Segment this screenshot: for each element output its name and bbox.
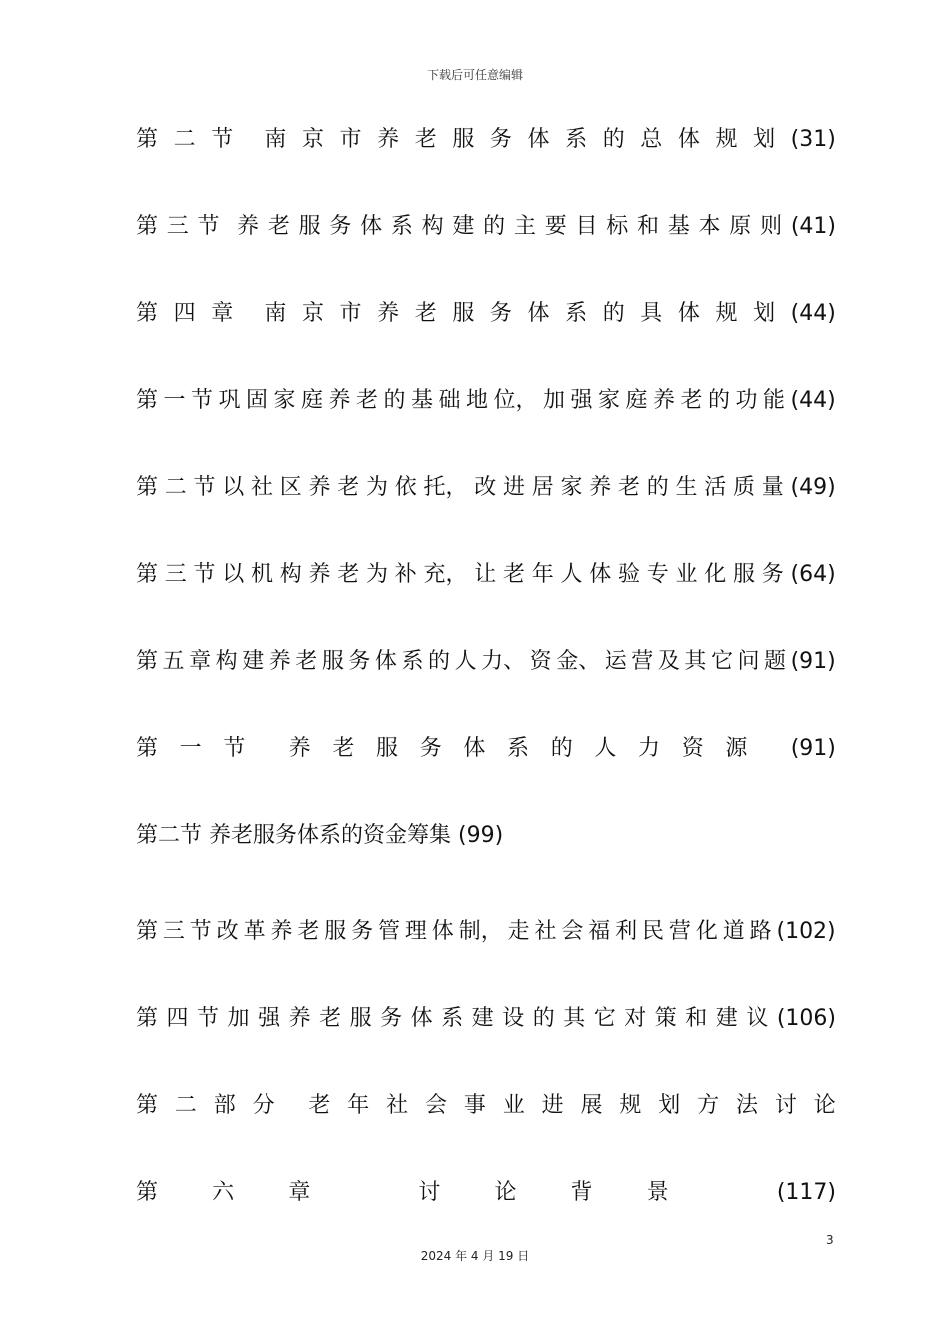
- toc-char: 老: [319, 1006, 342, 1031]
- toc-char: 服: [452, 301, 475, 326]
- toc-char: 本: [698, 214, 721, 239]
- toc-char: 会: [424, 1093, 447, 1118]
- toc-char: 老: [267, 214, 290, 239]
- toc-char: 的: [428, 649, 451, 674]
- toc-char: 体: [463, 736, 486, 761]
- toc-char: (44): [790, 388, 836, 413]
- toc-char: 则: [760, 214, 783, 239]
- toc-char: 第: [136, 388, 159, 413]
- toc-char: 托，: [423, 475, 468, 500]
- toc-char: (31): [790, 127, 836, 152]
- toc-char: 部: [213, 1093, 236, 1118]
- toc-char: 走: [507, 919, 530, 944]
- toc-char: 规: [619, 1093, 642, 1118]
- toc-char: (106): [776, 1006, 836, 1031]
- toc-char: 节: [193, 562, 216, 587]
- toc-char: 运: [604, 649, 627, 674]
- toc-char: 南: [264, 301, 287, 326]
- toc-char: 原: [729, 214, 752, 239]
- toc-char: 三: [164, 562, 187, 587]
- toc-char: 的: [550, 736, 573, 761]
- toc-char: 务: [761, 562, 784, 587]
- toc-char: 人: [560, 562, 583, 587]
- toc-char: 务: [348, 649, 371, 674]
- toc-entry: [136, 642, 836, 682]
- toc-char: 老: [308, 1093, 331, 1118]
- toc-char: 务: [489, 301, 512, 326]
- toc-char: 它: [593, 1006, 616, 1031]
- toc-char: 机: [251, 562, 274, 587]
- toc-char: 居: [531, 475, 554, 500]
- toc-entry: [136, 729, 836, 769]
- toc-char: 体: [374, 649, 397, 674]
- toc-char: 为: [366, 475, 389, 500]
- toc-char: (91): [790, 736, 836, 761]
- toc-char: 体: [527, 301, 550, 326]
- toc-char: 的: [708, 388, 731, 413]
- toc-char: 革: [243, 919, 266, 944]
- toc-char: 化: [695, 919, 718, 944]
- page-header: 下载后可任意编辑: [426, 68, 523, 82]
- toc-char: 它: [710, 649, 733, 674]
- toc-char: 论: [494, 1180, 517, 1205]
- toc-char: 地: [466, 388, 489, 413]
- toc-entry: [136, 999, 836, 1039]
- toc-char: 人: [454, 649, 477, 674]
- toc-char: 庭: [625, 388, 648, 413]
- toc-char: 节: [197, 214, 220, 239]
- toc-char: 源: [725, 736, 748, 761]
- toc-char: 务: [329, 214, 352, 239]
- toc-char: 的: [602, 127, 625, 152]
- toc-char: 业: [502, 1093, 525, 1118]
- toc-char: 展: [580, 1093, 603, 1118]
- toc-char: 具: [640, 301, 663, 326]
- toc-char: 四: [166, 1006, 189, 1031]
- page-number: 3: [826, 1233, 834, 1247]
- toc-entry: [136, 207, 836, 247]
- toc-char: (44): [790, 301, 836, 326]
- toc-char: 划: [658, 1093, 681, 1118]
- toc-char: 规: [715, 301, 738, 326]
- toc-char: 服: [376, 736, 399, 761]
- toc-char: 老: [414, 301, 437, 326]
- toc-char: 业: [675, 562, 698, 587]
- toc-char: 其: [684, 649, 707, 674]
- toc-char: 系: [441, 1006, 464, 1031]
- toc-char: 南: [264, 127, 287, 152]
- toc-char: 庭: [301, 388, 324, 413]
- toc-char: 以: [222, 475, 245, 500]
- toc-char: 服: [733, 562, 756, 587]
- toc-char: 主: [513, 214, 536, 239]
- toc-char: 第: [136, 562, 159, 587]
- toc-char: 老: [295, 649, 318, 674]
- toc-char: 体: [431, 919, 454, 944]
- toc-char: 体: [527, 127, 550, 152]
- toc-char: 系: [390, 214, 413, 239]
- toc-char: (117): [776, 1180, 836, 1205]
- toc-text: 第二节 养老服务体系的资金筹集 (99): [136, 823, 504, 848]
- toc-char: 一: [163, 388, 186, 413]
- toc-char: 其: [563, 1006, 586, 1031]
- toc-char: 社: [386, 1093, 409, 1118]
- toc-char: 讨: [418, 1180, 441, 1205]
- toc-char: 家: [598, 388, 621, 413]
- toc-char: 充，: [423, 562, 468, 587]
- toc-char: 理: [404, 919, 427, 944]
- toc-char: 体: [589, 562, 612, 587]
- toc-char: 功: [735, 388, 758, 413]
- toc-char: 务: [419, 736, 442, 761]
- toc-char: 市: [339, 301, 362, 326]
- toc-char: 质: [733, 475, 756, 500]
- toc-char: 六: [212, 1180, 235, 1205]
- toc-char: 体: [677, 301, 700, 326]
- toc-char: 系: [565, 127, 588, 152]
- toc-char: 福: [588, 919, 611, 944]
- toc-char: 资: [681, 736, 704, 761]
- toc-char: 固: [246, 388, 269, 413]
- toc-char: 京: [301, 301, 324, 326]
- toc-char: 老: [414, 127, 437, 152]
- toc-char: 养: [268, 649, 291, 674]
- toc-char: 老: [332, 736, 355, 761]
- toc-char: 为: [366, 562, 389, 587]
- toc-char: 及: [657, 649, 680, 674]
- toc-char: 区: [279, 475, 302, 500]
- toc-entry: [136, 468, 836, 508]
- toc-char: 强: [258, 1006, 281, 1031]
- toc-char: 的: [532, 1006, 555, 1031]
- toc-char: 三: [162, 919, 185, 944]
- toc-char: 节: [191, 388, 214, 413]
- toc-char: 养: [377, 127, 400, 152]
- toc-char: 养: [308, 562, 331, 587]
- toc-char: 老: [337, 562, 360, 587]
- toc-char: 家: [560, 475, 583, 500]
- toc-entry: [136, 294, 836, 334]
- toc-char: 服: [298, 214, 321, 239]
- toc-char: (41): [790, 214, 836, 239]
- toc-char: 家: [273, 388, 296, 413]
- toc-entry: [136, 816, 836, 856]
- toc-char: 问: [737, 649, 760, 674]
- toc-char: 二: [164, 475, 187, 500]
- toc-char: 营: [668, 919, 691, 944]
- toc-char: 建: [452, 214, 475, 239]
- toc-char: 力: [638, 736, 661, 761]
- toc-entry: [136, 555, 836, 595]
- toc-char: 三: [166, 214, 189, 239]
- toc-char: 服: [452, 127, 475, 152]
- toc-char: 会: [561, 919, 584, 944]
- toc-char: 改: [216, 919, 239, 944]
- toc-entry: [136, 1086, 836, 1126]
- toc-entry: [136, 1173, 836, 1213]
- toc-char: 金、: [556, 649, 601, 674]
- toc-char: 策: [654, 1006, 677, 1031]
- toc-char: 二: [173, 127, 196, 152]
- toc-char: 位，: [493, 388, 538, 413]
- toc-char: 对: [624, 1006, 647, 1031]
- toc-char: 一: [179, 736, 202, 761]
- toc-char: 节: [211, 127, 234, 152]
- toc-char: 生: [675, 475, 698, 500]
- toc-char: 改: [474, 475, 497, 500]
- toc-char: 进: [503, 475, 526, 500]
- toc-char: 巩: [218, 388, 241, 413]
- toc-char: 构: [421, 214, 444, 239]
- toc-char: 以: [222, 562, 245, 587]
- toc-char: 老: [503, 562, 526, 587]
- toc-char: 础: [438, 388, 461, 413]
- toc-char: (102): [776, 919, 836, 944]
- toc-char: (64): [790, 562, 836, 587]
- toc-char: 能: [763, 388, 786, 413]
- toc-char: 建: [471, 1006, 494, 1031]
- toc-char: 第: [136, 919, 159, 944]
- toc-char: 第: [136, 649, 159, 674]
- toc-char: 民: [642, 919, 665, 944]
- toc-char: 体: [360, 214, 383, 239]
- toc-char: 设: [502, 1006, 525, 1031]
- toc-char: 养: [377, 301, 400, 326]
- toc-char: 五: [162, 649, 185, 674]
- toc-char: 养: [328, 388, 351, 413]
- toc-char: 路: [749, 919, 772, 944]
- toc-entry: [136, 120, 836, 160]
- toc-char: 的: [383, 388, 406, 413]
- toc-char: 和: [637, 214, 660, 239]
- page-footer-date: 2024 年 4 月 19 日: [420, 1249, 530, 1263]
- toc-char: 补: [394, 562, 417, 587]
- toc-char: 事: [463, 1093, 486, 1118]
- toc-char: 第: [136, 301, 159, 326]
- toc-char: 要: [544, 214, 567, 239]
- toc-char: 第: [136, 214, 159, 239]
- toc-char: 体: [677, 127, 700, 152]
- toc-char: 养: [237, 214, 260, 239]
- toc-char: 节: [223, 736, 246, 761]
- toc-char: 章: [211, 301, 234, 326]
- toc-char: 养: [589, 475, 612, 500]
- toc-entry: [136, 912, 836, 952]
- toc-char: 老: [680, 388, 703, 413]
- toc-char: 养: [270, 919, 293, 944]
- toc-char: 章: [189, 649, 212, 674]
- toc-char: 进: [541, 1093, 564, 1118]
- toc-char: 服: [321, 649, 344, 674]
- toc-char: 服: [324, 919, 347, 944]
- toc-char: (49): [790, 475, 836, 500]
- toc-char: 构: [279, 562, 302, 587]
- toc-char: 强: [570, 388, 593, 413]
- toc-char: 验: [618, 562, 641, 587]
- toc-char: 养: [288, 1006, 311, 1031]
- toc-char: 加: [227, 1006, 250, 1031]
- toc-char: 化: [704, 562, 727, 587]
- toc-char: 养: [308, 475, 331, 500]
- toc-char: 量: [761, 475, 784, 500]
- toc-char: 建: [715, 1006, 738, 1031]
- toc-char: 第: [136, 1093, 159, 1118]
- toc-char: 让: [474, 562, 497, 587]
- toc-char: 的: [646, 475, 669, 500]
- toc-entry: [136, 381, 836, 421]
- toc-char: 的: [602, 301, 625, 326]
- toc-char: 划: [753, 301, 776, 326]
- toc-char: 养: [653, 388, 676, 413]
- toc-char: 议: [746, 1006, 769, 1031]
- toc-char: 建: [242, 649, 265, 674]
- toc-char: 管: [378, 919, 401, 944]
- toc-char: 老: [356, 388, 379, 413]
- toc-char: 系: [565, 301, 588, 326]
- toc-char: 章: [288, 1180, 311, 1205]
- toc-char: 京: [301, 127, 324, 152]
- toc-char: 节: [193, 475, 216, 500]
- toc-char: 老: [337, 475, 360, 500]
- toc-char: 第: [136, 736, 159, 761]
- toc-char: 题: [764, 649, 787, 674]
- toc-char: 老: [618, 475, 641, 500]
- toc-char: 分: [252, 1093, 275, 1118]
- toc-char: 的: [483, 214, 506, 239]
- toc-char: 节: [189, 919, 212, 944]
- toc-char: 背: [570, 1180, 593, 1205]
- toc-char: 第: [136, 475, 159, 500]
- toc-char: 论: [813, 1093, 836, 1118]
- toc-char: 系: [401, 649, 424, 674]
- toc-char: 资: [529, 649, 552, 674]
- toc-char: 目: [575, 214, 598, 239]
- toc-char: 务: [489, 127, 512, 152]
- toc-char: 第: [136, 1180, 159, 1205]
- toc-char: 第: [136, 127, 159, 152]
- toc-char: 讨: [774, 1093, 797, 1118]
- toc-char: 第: [136, 1006, 159, 1031]
- toc-char: 划: [753, 127, 776, 152]
- toc-char: 力、: [481, 649, 526, 674]
- toc-char: 务: [380, 1006, 403, 1031]
- toc-char: 专: [646, 562, 669, 587]
- toc-char: 服: [349, 1006, 372, 1031]
- toc-char: 年: [531, 562, 554, 587]
- toc-char: 四: [173, 301, 196, 326]
- toc-char: 和: [685, 1006, 708, 1031]
- toc-char: 加: [543, 388, 566, 413]
- toc-char: 活: [704, 475, 727, 500]
- toc-char: (91): [790, 649, 836, 674]
- toc-char: 二: [174, 1093, 197, 1118]
- toc-char: 系: [507, 736, 530, 761]
- toc-char: 基: [667, 214, 690, 239]
- toc-char: 节: [197, 1006, 220, 1031]
- toc-char: 基: [411, 388, 434, 413]
- toc-char: 养: [288, 736, 311, 761]
- toc-char: 老: [297, 919, 320, 944]
- toc-char: 规: [715, 127, 738, 152]
- toc-char: 年: [347, 1093, 370, 1118]
- toc-char: 人: [594, 736, 617, 761]
- toc-char: 景: [646, 1180, 669, 1205]
- toc-char: 社: [251, 475, 274, 500]
- toc-char: 法: [735, 1093, 758, 1118]
- toc-char: 营: [631, 649, 654, 674]
- toc-char: 社: [534, 919, 557, 944]
- toc-char: 总: [640, 127, 663, 152]
- toc-char: 务: [351, 919, 374, 944]
- toc-char: 依: [394, 475, 417, 500]
- toc-char: 道: [722, 919, 745, 944]
- toc-char: 构: [215, 649, 238, 674]
- toc-char: 制，: [458, 919, 503, 944]
- toc-char: 方: [697, 1093, 720, 1118]
- toc-char: 市: [339, 127, 362, 152]
- toc-char: 利: [615, 919, 638, 944]
- toc-char: 标: [606, 214, 629, 239]
- toc-char: 体: [410, 1006, 433, 1031]
